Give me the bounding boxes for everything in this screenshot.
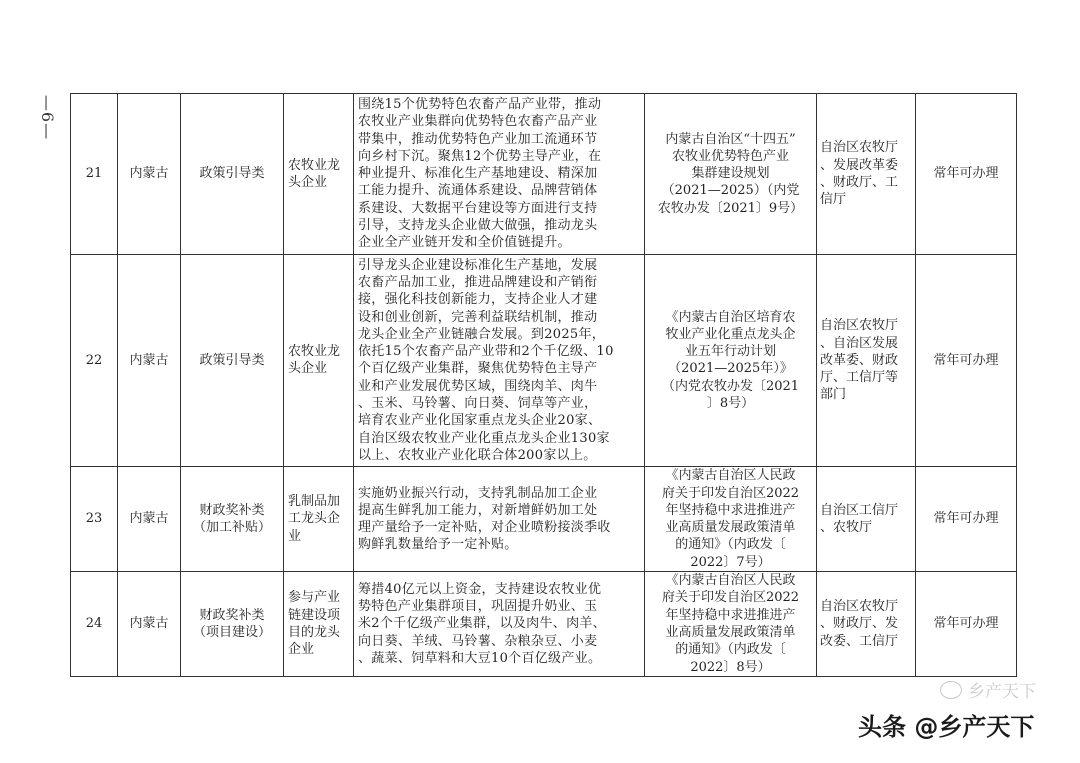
policy-content-line: 农畜产品加工业，推进品牌建设和产销衔: [358, 274, 598, 290]
policy-type-line: 财政奖补类: [199, 502, 265, 518]
support-target-line: 乳制品加: [288, 494, 341, 510]
policy-content-line: 实施奶业振兴行动，支持乳制品加工企业: [358, 485, 598, 501]
policy-document-line: 业高质量发展政策清单: [665, 624, 796, 640]
policy-document-line: 《内蒙古自治区人民政: [665, 573, 796, 589]
policy-content-line: 企业全产业链开发和全价值链提升。: [358, 235, 571, 251]
policy-document-line: 农牧业优势特色产业: [671, 148, 789, 164]
department-line: 改委、工信厅: [820, 633, 899, 649]
region-cell: 内蒙古: [118, 254, 181, 467]
policy-document-line: （内党农牧办发〔2021: [661, 378, 800, 394]
support-target-cell: [284, 254, 354, 467]
department-line: 自治区工信厅: [820, 502, 899, 518]
department-cell: [817, 94, 916, 255]
page-number: [28, 82, 68, 152]
policy-type-cell: [181, 467, 284, 572]
row-number: 24: [71, 572, 118, 677]
policy-content-line: 米2个千亿级产业集群，以及肉牛、肉羊、: [358, 616, 606, 632]
policy-type-cell: [181, 94, 284, 255]
table-row: [71, 572, 1017, 677]
policy-document-line: 农牧办发〔2021〕9号）: [657, 200, 804, 216]
policy-document-line: 2022〕8号）: [690, 659, 771, 675]
department-cell: [817, 467, 916, 572]
page-number-text: —6—: [38, 94, 58, 140]
policy-document-line: 年坚持稳中求进推进产: [665, 502, 796, 518]
table-body: [71, 94, 1017, 677]
table-row: [71, 467, 1017, 572]
policy-document-line: 府关于印发自治区2022: [661, 485, 800, 501]
policy-document-line: 牧业产业化重点龙头企: [665, 326, 796, 342]
policy-type-line: （加工补贴）: [192, 520, 271, 536]
support-target-cell: [284, 572, 354, 677]
policy-content-line: 业和产业发展优势区域，围绕肉羊、肉牛: [358, 378, 598, 394]
policy-content-line: 向日葵、羊绒、马铃薯、杂粮杂豆、小麦: [358, 633, 598, 649]
policy-content-cell: [354, 467, 645, 572]
policy-content-line: 培育农业产业化国家重点龙头企业20家、: [358, 413, 602, 429]
support-target-line: 头企业: [288, 174, 328, 190]
policy-content-line: 购鲜乳数量给予一定补贴。: [358, 537, 518, 553]
watermark-ghost-text: 乡产天下: [968, 682, 1036, 702]
policy-content-line: 势特色产业集群项目，巩固提升奶业、玉: [358, 598, 598, 614]
policy-content-line: 、玉米、马铃薯、向日葵、饲草等产业，: [358, 396, 598, 412]
policy-type-line: 财政奖补类: [199, 607, 265, 623]
table-row: [71, 94, 1017, 255]
policy-content-line: 系建设、大数据平台建设等方面进行支持: [358, 200, 598, 216]
policy-content-line: 向乡村下沉。聚焦12个优势主导产业，在: [358, 148, 602, 164]
support-target-line: 业: [288, 528, 302, 544]
support-target-cell: [284, 467, 354, 572]
support-target-line: 农牧业龙: [288, 344, 341, 360]
policy-content-line: 依托15个农畜产品产业带和2个千亿级、10: [358, 344, 614, 360]
department-cell: [817, 254, 916, 467]
policy-content-line: 设和创业创新，完善利益联结机制，推动: [358, 309, 598, 325]
row-number: 23: [71, 467, 118, 572]
department-line: 自治区农牧厅: [820, 318, 899, 334]
support-target-cell: [284, 94, 354, 255]
policy-content-line: 提高生鲜乳加工能力，对新增鲜奶加工处: [358, 502, 598, 518]
policy-content-line: 农牧业产业集群向优势特色农畜产品产业: [358, 114, 598, 130]
support-target-line: 链建设项: [288, 607, 341, 623]
watermark-text: 头条 @乡产天下: [858, 712, 1035, 741]
policy-document-line: （2021—2025）（内党: [661, 183, 800, 199]
support-target-line: 参与产业: [288, 590, 341, 606]
policy-content-line: 带集中，推动优势特色产业加工流通环节: [358, 131, 598, 147]
policy-document-line: 2022〕7号）: [690, 554, 771, 570]
row-number: 21: [71, 94, 118, 255]
department-line: 部门: [820, 387, 847, 403]
policy-document-cell: [645, 94, 817, 255]
department-line: 自治区农牧厅: [820, 140, 899, 156]
policy-document-line: 的通知》（内政发〔: [675, 537, 786, 553]
policy-type-cell: [181, 254, 284, 467]
policy-content-cell: [354, 94, 645, 255]
department-line: 、自治区发展: [820, 335, 899, 351]
support-target-line: 头企业: [288, 361, 328, 377]
policy-document-line: 业高质量发展政策清单: [665, 520, 796, 536]
department-line: 、财政厅、发: [820, 616, 899, 632]
handling-time-cell: 常年可办理: [916, 572, 1017, 677]
policy-content-line: 自治区级农牧业产业化重点龙头企业130家: [358, 430, 610, 446]
policy-document-line: 〕8号）: [706, 396, 755, 412]
department-line: 自治区农牧厅: [820, 598, 899, 614]
wechat-bubble-icon: [940, 681, 962, 699]
region-cell: 内蒙古: [118, 467, 181, 572]
policy-document-line: 业五年行动计划: [684, 344, 776, 360]
department-line: 改革委、财政: [820, 352, 899, 368]
policy-document-line: 的通知》（内政发〔: [675, 642, 786, 658]
policy-content-line: 引导龙头企业建设标准化生产基地，发展: [358, 257, 598, 273]
policy-content-line: 龙头企业全产业链融合发展。到2025年，: [358, 326, 606, 342]
policy-document-line: 府关于印发自治区2022: [661, 590, 800, 606]
policy-content-line: 以上、农牧业产业化联合体200家以上。: [358, 447, 597, 463]
policy-document-line: 年坚持稳中求进推进产: [665, 607, 796, 623]
region-cell: 内蒙古: [118, 94, 181, 255]
watermark-ghost: [940, 677, 1036, 702]
policy-content-cell: [354, 572, 645, 677]
policy-type-line: 政策引导类: [199, 166, 265, 182]
handling-time-cell: 常年可办理: [916, 254, 1017, 467]
policy-document-line: 《内蒙古自治区培育农: [665, 309, 796, 325]
policy-document-cell: [645, 254, 817, 467]
department-line: 、农牧厅: [820, 520, 873, 536]
policy-table: [70, 93, 1017, 677]
policy-type-line: （项目建设）: [192, 624, 271, 640]
policy-content-line: 筹措40亿元以上资金，支持建设农牧业优: [358, 581, 602, 597]
policy-content-line: 接，强化科技创新能力，支持企业人才建: [358, 292, 598, 308]
support-target-line: 企业: [288, 642, 315, 658]
handling-time-cell: 常年可办理: [916, 467, 1017, 572]
department-line: 厅、工信厅等: [820, 370, 899, 386]
department-line: 信厅: [820, 192, 847, 208]
policy-document-line: 《内蒙古自治区人民政: [665, 468, 796, 484]
policy-content-line: 工能力提升、流通体系建设、品牌营销体: [358, 183, 598, 199]
table-row: [71, 254, 1017, 467]
region-cell: 内蒙古: [118, 572, 181, 677]
department-line: 、财政厅、工: [820, 174, 899, 190]
department-line: 、发展改革委: [820, 157, 899, 173]
policy-content-line: 理产量给予一定补贴，对企业喷粉接淡季收: [358, 520, 611, 536]
policy-type-line: 政策引导类: [199, 352, 265, 368]
support-target-line: 工龙头企: [288, 511, 341, 527]
policy-content-line: 围绕15个优势特色农畜产品产业带，推动: [358, 97, 602, 112]
policy-content-cell: [354, 254, 645, 467]
policy-document-cell: [645, 467, 817, 572]
policy-content-line: 引导，支持龙头企业做大做强，推动龙头: [358, 218, 598, 234]
policy-type-cell: [181, 572, 284, 677]
policy-content-line: 、蔬菜、饲草料和大豆10个百亿级产业。: [358, 650, 602, 666]
policy-document-cell: [645, 572, 817, 677]
policy-document-line: （2021—2025年）》: [668, 361, 793, 377]
policy-document-line: 集群建设规划: [691, 166, 770, 182]
policy-document-line: 内蒙古自治区“十四五”: [665, 131, 796, 147]
watermark: [858, 704, 1034, 744]
policy-content-line: 个百亿级产业集群，聚焦优势特色主导产: [358, 361, 598, 377]
policy-content-line: 种业提升、标准化生产基地建设、精深加: [358, 166, 598, 182]
row-number: 22: [71, 254, 118, 467]
support-target-line: 目的龙头: [288, 624, 341, 640]
department-cell: [817, 572, 916, 677]
support-target-line: 农牧业龙: [288, 157, 341, 173]
handling-time-cell: 常年可办理: [916, 94, 1017, 255]
